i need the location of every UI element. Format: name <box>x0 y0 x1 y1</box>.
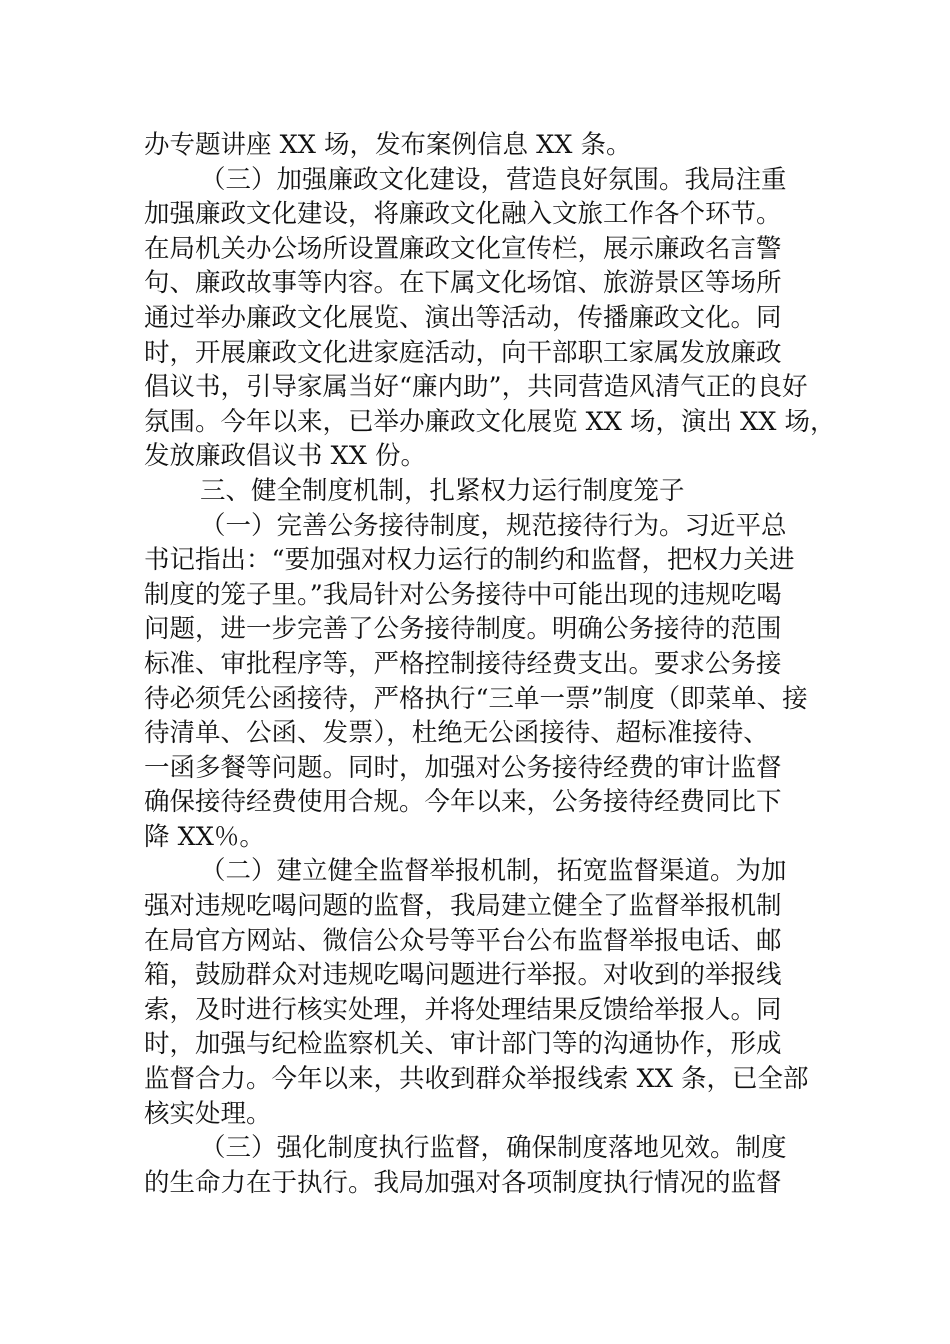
text-line: 问题，进一步完善了公务接待制度。明确公务接待的范围 <box>144 614 782 645</box>
text-line: 氛围。今年以来，已举办廉政文化展览 XX 场，演出 XX 场， <box>144 406 836 437</box>
text-line: 降 XX％。 <box>144 821 265 852</box>
text-line: 索，及时进行核实处理，并将处理结果反馈给举报人。同 <box>144 994 782 1025</box>
text-line: 通过举办廉政文化展览、演出等活动，传播廉政文化。同 <box>144 302 782 333</box>
text-line: 一函多餐等问题。同时，加强对公务接待经费的审计监督 <box>144 752 782 783</box>
text-line: 标准、审批程序等，严格控制接待经费支出。要求公务接 <box>144 648 782 679</box>
text-line: 核实处理。 <box>144 1098 272 1129</box>
text-line: 倡议书，引导家属当好“廉内助”，共同营造风清气正的良好 <box>144 372 808 403</box>
text-line: 在局官方网站、微信公众号等平台公布监督举报电话、邮 <box>144 925 782 956</box>
section-heading: 三、健全制度机制，扎紧权力运行制度笼子 <box>200 475 685 506</box>
text-line: 强对违规吃喝问题的监督，我局建立健全了监督举报机制 <box>144 891 782 922</box>
text-line: 确保接待经费使用合规。今年以来，公务接待经费同比下 <box>144 787 782 818</box>
text-line: （三）加强廉政文化建设，营造良好氛围。我局注重 <box>200 164 787 195</box>
text-line: 时，开展廉政文化进家庭活动，向干部职工家属发放廉政 <box>144 337 782 368</box>
text-line: 的生命力在于执行。我局加强对各项制度执行情况的监督 <box>144 1167 782 1198</box>
text-line: 制度的笼子里。”我局针对公务接待中可能出现的违规吃喝 <box>144 579 782 610</box>
text-line: （二）建立健全监督举报机制，拓宽监督渠道。为加 <box>200 856 787 887</box>
text-line: （三）强化制度执行监督，确保制度落地见效。制度 <box>200 1133 787 1164</box>
text-line: 加强廉政文化建设，将廉政文化融入文旅工作各个环节。 <box>144 199 782 230</box>
text-line: 句、廉政故事等内容。在下属文化场馆、旅游景区等场所 <box>144 268 782 299</box>
text-line: 待必须凭公函接待，严格执行“三单一票”制度（即菜单、接 <box>144 683 808 714</box>
text-line: 箱，鼓励群众对违规吃喝问题进行举报。对收到的举报线 <box>144 960 782 991</box>
text-line: 时，加强与纪检监察机关、审计部门等的沟通协作，形成 <box>144 1029 782 1060</box>
text-line: 待清单、公函、发票），杜绝无公函接待、超标准接待、 <box>144 718 769 749</box>
text-line: （一）完善公务接待制度，规范接待行为。习近平总 <box>200 510 787 541</box>
document-body <box>144 128 834 1200</box>
text-line: 在局机关办公场所设置廉政文化宣传栏，展示廉政名言警 <box>144 233 782 264</box>
text-line: 发放廉政倡议书 XX 份。 <box>144 441 427 472</box>
text-line: 监督合力。今年以来，共收到群众举报线索 XX 条，已全部 <box>144 1064 809 1095</box>
text-line: 书记指出：“要加强对权力运行的制约和监督，把权力关进 <box>144 545 795 576</box>
text-line: 办专题讲座 XX 场，发布案例信息 XX 条。 <box>144 130 632 160</box>
